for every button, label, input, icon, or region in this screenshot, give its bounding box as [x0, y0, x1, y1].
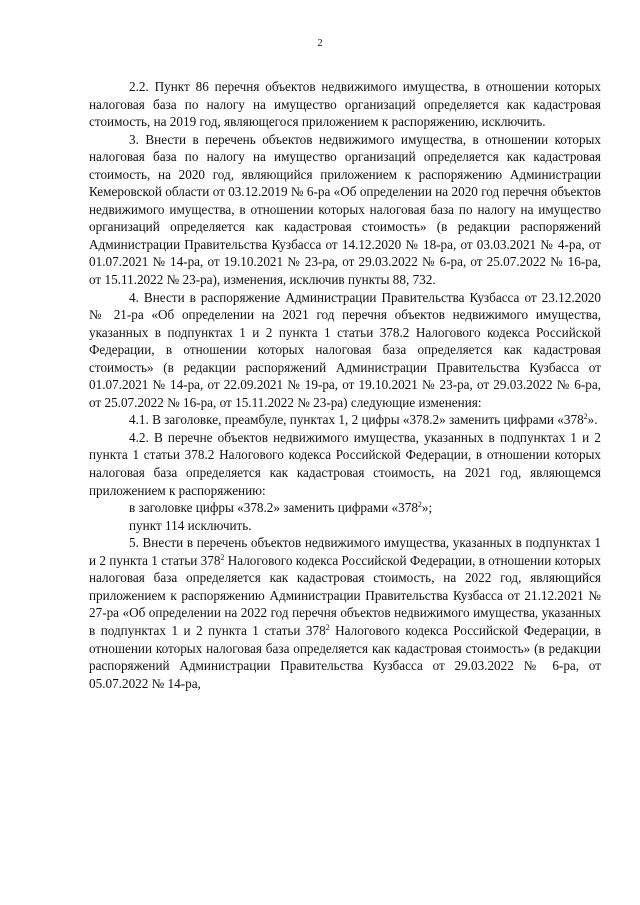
- paragraph-text: 4.1. В заголовке, преамбуле, пунктах 1, 2 цифры «378.2» заменить цифрами «378: [129, 412, 584, 428]
- paragraph-5: [89, 534, 601, 692]
- paragraph-text: ».: [587, 412, 598, 428]
- paragraph-text: 5. Внести в перечень объектов недвижимого имущества, указанных в подпунктах 1 и 2 пункта 1 статьи 378: [89, 535, 601, 568]
- paragraph-text: Налогового кодекса Российской Федерации, в отношении которых налоговая база определяется как кадастровая стоимость, на 2022 год, являющийся приложением к распоряжению Администрации Правительства Кузбасса от 21.12.2021 № 27-ра «Об определении на 2022 год перечня объектов недвижимого имущества, указанных в подпунктах 1 и 2 пункта 1 статьи 378: [89, 552, 601, 638]
- paragraph-item-removal: пункт 114 исключить.: [129, 517, 252, 533]
- superscript: 2: [417, 500, 422, 510]
- superscript: 2: [325, 622, 330, 632]
- paragraph-heading-change: [89, 499, 601, 517]
- page-number: 2: [317, 38, 323, 49]
- paragraph-4: 4. Внести в распоряжение Администрации Правительства Кузбасса от 23.12.2020 № 21-ра «Об определении на 2021 год перечня объектов недвижимого имущества, указанных в подпунктах 1 и 2 пункта 1 статьи 378.2 Налогового кодекса Российской Федерации, в отношении которых налоговая база определяется как кадастровая стоимость» (в редакции распоряжений Администрации Правительства Кузбасса от 01.07.2021 № 14-ра, от 22.09.2021 № 19-ра, от 19.10.2021 № 23-ра, от 29.03.2022 № 6-ра, от 25.07.2022 № 16-ра, от 15.11.2022 № 23-ра) следующие изменения:: [89, 289, 601, 410]
- paragraph-text: Налогового кодекса Российской Федерации, в отношении которых налоговая база определяется как кадастровая стоимость» (в редакции распоряжений Администрации Правительства Кузбасса от 29.03.2022 № 6-ра, от 05.07.2022 № 14-ра,: [89, 622, 601, 691]
- paragraph-text: в заголовке цифры «378.2» заменить цифрами «378: [129, 500, 418, 516]
- paragraph-text: »;: [421, 500, 433, 516]
- paragraph-2-2: 2.2. Пункт 86 перечня объектов недвижимого имущества, в отношении которых налоговая база по налогу на имущество организаций определяется как кадастровая стоимость, на 2019 год, являющегося приложением к распоряжению, исключить.: [89, 79, 601, 130]
- superscript: 2: [583, 412, 588, 422]
- document-body: [89, 78, 601, 692]
- paragraph-4-1: [89, 411, 601, 429]
- superscript: 2: [220, 552, 225, 562]
- paragraph-3: 3. Внести в перечень объектов недвижимого имущества, в отношении которых налоговая база по налогу на имущество организаций определяется как кадастровая стоимость, на 2020 год, являющийся приложением к распоряжению Администрации Кемеровской области от 03.12.2019 № 6-ра «Об определении на 2020 год перечня объектов недвижимого имущества, в отношении которых налоговая база по налогу на имущество организаций определяется как кадастровая стоимость» (в редакции распоряжений Администрации Правительства Кузбасса от 14.12.2020 № 18-ра, от 03.03.2021 № 4-ра, от 01.07.2021 № 14-ра, от 19.10.2021 № 23-ра, от 29.03.2022 № 6-ра, от 25.07.2022 № 16-ра, от 15.11.2022 № 23-ра), изменения, исключив пункты 88, 732.: [89, 131, 601, 288]
- paragraph-4-2: 4.2. В перечне объектов недвижимого имущества, указанных в подпунктах 1 и 2 пункта 1 статьи 378.2 Налогового кодекса Российской Федерации, в отношении которых налоговая база определяется как кадастровая стоимость, на 2021 год, являющемся приложением к распоряжению:: [89, 429, 601, 498]
